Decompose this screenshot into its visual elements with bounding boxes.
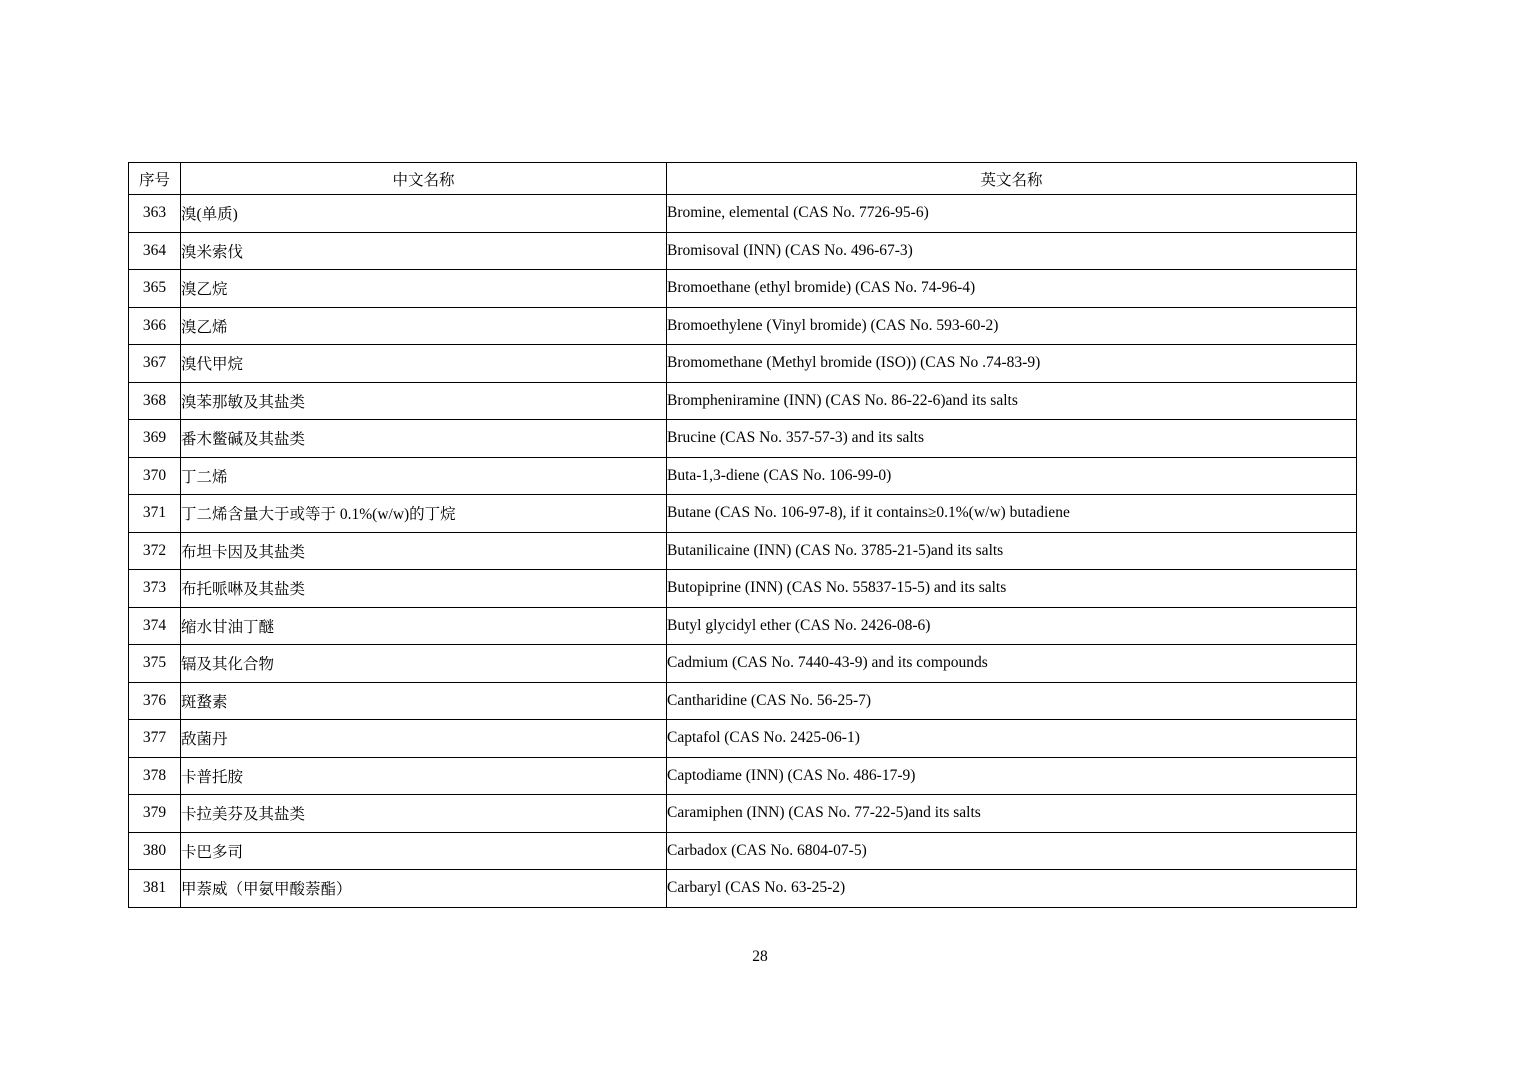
- english-name-cell: Butanilicaine (INN) (CAS No. 3785-21-5)and its salts: [667, 532, 1357, 570]
- english-name-cell: Butopiprine (INN) (CAS No. 55837-15-5) and its salts: [667, 570, 1357, 608]
- chinese-name-cell: 布托哌啉及其盐类: [181, 570, 667, 608]
- serial-number-cell: 372: [129, 532, 181, 570]
- chinese-name-cell: 溴苯那敏及其盐类: [181, 382, 667, 420]
- serial-number-cell: 363: [129, 195, 181, 233]
- serial-number-cell: 368: [129, 382, 181, 420]
- chinese-name-cell: 溴(单质): [181, 195, 667, 233]
- english-name-cell: Captafol (CAS No. 2425-06-1): [667, 720, 1357, 758]
- chinese-name-cell: 卡普托胺: [181, 757, 667, 795]
- table-row: [129, 720, 1357, 758]
- serial-number-cell: 376: [129, 682, 181, 720]
- serial-number-cell: 371: [129, 495, 181, 533]
- english-name-cell: Captodiame (INN) (CAS No. 486-17-9): [667, 757, 1357, 795]
- header-english-name: 英文名称: [667, 163, 1357, 195]
- table-row: [129, 607, 1357, 645]
- chinese-name-cell: 斑蝥素: [181, 682, 667, 720]
- chinese-name-cell: 丁二烯含量大于或等于 0.1%(w/w)的丁烷: [181, 495, 667, 533]
- english-name-cell: Brucine (CAS No. 357-57-3) and its salts: [667, 420, 1357, 458]
- english-name-cell: Bromoethylene (Vinyl bromide) (CAS No. 593-60-2): [667, 307, 1357, 345]
- chinese-name-cell: 溴代甲烷: [181, 345, 667, 383]
- english-name-cell: Bromine, elemental (CAS No. 7726-95-6): [667, 195, 1357, 233]
- chinese-name-cell: 甲萘威（甲氨甲酸萘酯）: [181, 870, 667, 908]
- serial-number-cell: 365: [129, 270, 181, 308]
- table-row: [129, 195, 1357, 233]
- table-header-row: [129, 163, 1357, 195]
- header-serial-number: 序号: [129, 163, 181, 195]
- chinese-name-cell: 布坦卡因及其盐类: [181, 532, 667, 570]
- chinese-name-cell: 丁二烯: [181, 457, 667, 495]
- table-row: [129, 645, 1357, 683]
- chinese-name-cell: 卡拉美芬及其盐类: [181, 795, 667, 833]
- english-name-cell: Carbaryl (CAS No. 63-25-2): [667, 870, 1357, 908]
- header-chinese-name: 中文名称: [181, 163, 667, 195]
- chinese-name-cell: 溴米索伐: [181, 232, 667, 270]
- english-name-cell: Cadmium (CAS No. 7440-43-9) and its compounds: [667, 645, 1357, 683]
- table-row: [129, 382, 1357, 420]
- serial-number-cell: 364: [129, 232, 181, 270]
- table-row: [129, 832, 1357, 870]
- table-row: [129, 345, 1357, 383]
- serial-number-cell: 375: [129, 645, 181, 683]
- english-name-cell: Buta-1,3-diene (CAS No. 106-99-0): [667, 457, 1357, 495]
- table-row: [129, 532, 1357, 570]
- chinese-name-cell: 卡巴多司: [181, 832, 667, 870]
- table-row: [129, 420, 1357, 458]
- serial-number-cell: 369: [129, 420, 181, 458]
- serial-number-cell: 377: [129, 720, 181, 758]
- english-name-cell: Butyl glycidyl ether (CAS No. 2426-08-6): [667, 607, 1357, 645]
- chinese-name-cell: 敌菌丹: [181, 720, 667, 758]
- table-row: [129, 457, 1357, 495]
- english-name-cell: Bromoethane (ethyl bromide) (CAS No. 74-96-4): [667, 270, 1357, 308]
- english-name-cell: Caramiphen (INN) (CAS No. 77-22-5)and its salts: [667, 795, 1357, 833]
- serial-number-cell: 379: [129, 795, 181, 833]
- serial-number-cell: 380: [129, 832, 181, 870]
- table-row: [129, 870, 1357, 908]
- table-row: [129, 757, 1357, 795]
- serial-number-cell: 370: [129, 457, 181, 495]
- table-row: [129, 232, 1357, 270]
- serial-number-cell: 373: [129, 570, 181, 608]
- serial-number-cell: 378: [129, 757, 181, 795]
- table-body: [129, 195, 1357, 908]
- chinese-name-cell: 溴乙烷: [181, 270, 667, 308]
- english-name-cell: Cantharidine (CAS No. 56-25-7): [667, 682, 1357, 720]
- page-number: 28: [752, 948, 768, 965]
- english-name-cell: Bromisoval (INN) (CAS No. 496-67-3): [667, 232, 1357, 270]
- table-row: [129, 307, 1357, 345]
- table-row: [129, 795, 1357, 833]
- english-name-cell: Brompheniramine (INN) (CAS No. 86-22-6)and its salts: [667, 382, 1357, 420]
- chinese-name-cell: 番木鳖碱及其盐类: [181, 420, 667, 458]
- serial-number-cell: 367: [129, 345, 181, 383]
- serial-number-cell: 366: [129, 307, 181, 345]
- chinese-name-cell: 溴乙烯: [181, 307, 667, 345]
- substance-table: [128, 162, 1357, 908]
- english-name-cell: Butane (CAS No. 106-97-8), if it contains≥0.1%(w/w) butadiene: [667, 495, 1357, 533]
- chinese-name-cell: 镉及其化合物: [181, 645, 667, 683]
- english-name-cell: Carbadox (CAS No. 6804-07-5): [667, 832, 1357, 870]
- table-row: [129, 682, 1357, 720]
- chinese-name-cell: 缩水甘油丁醚: [181, 607, 667, 645]
- table-row: [129, 270, 1357, 308]
- table-row: [129, 495, 1357, 533]
- table-row: [129, 570, 1357, 608]
- english-name-cell: Bromomethane (Methyl bromide (ISO)) (CAS No .74-83-9): [667, 345, 1357, 383]
- serial-number-cell: 381: [129, 870, 181, 908]
- serial-number-cell: 374: [129, 607, 181, 645]
